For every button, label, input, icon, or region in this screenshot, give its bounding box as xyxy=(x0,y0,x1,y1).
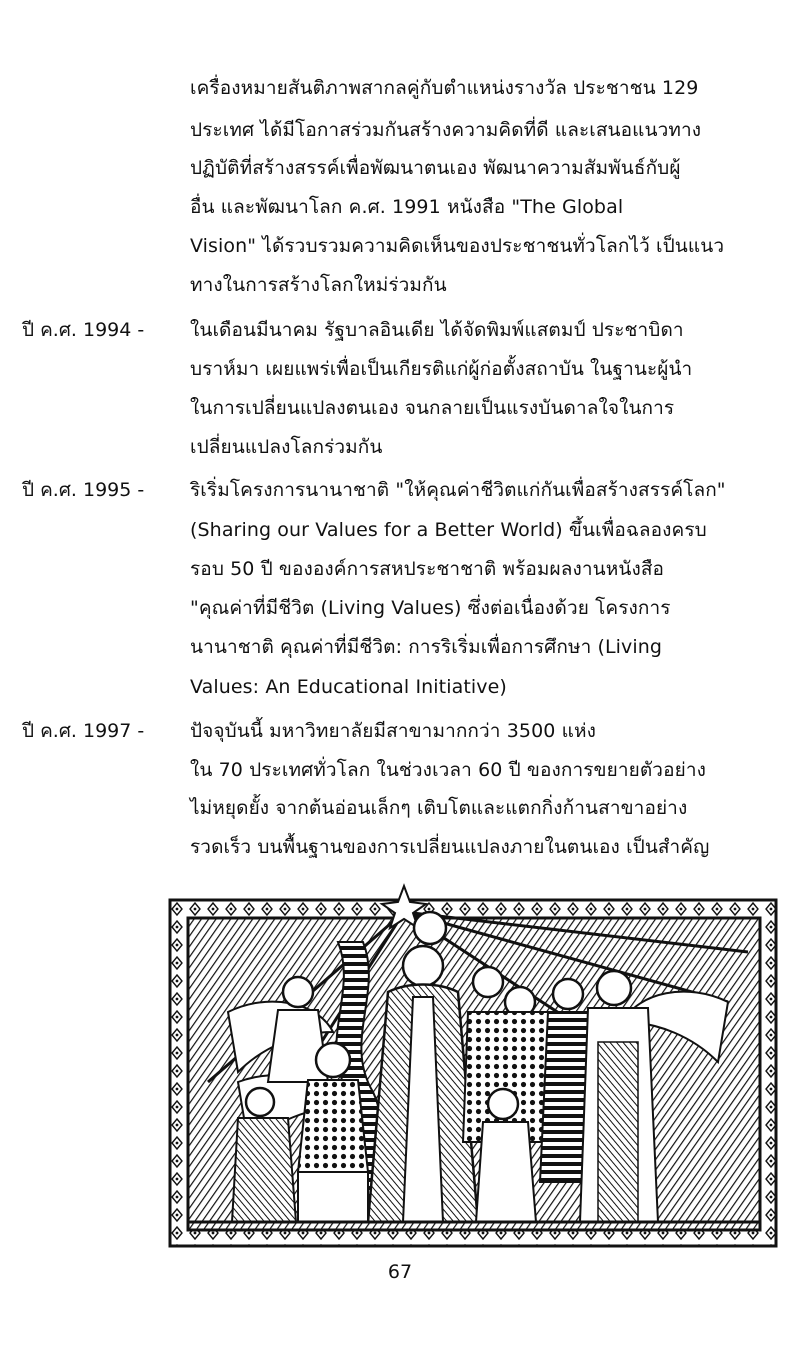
text-line: ในการเปลี่ยนแปลงตนเอง จนกลายเป็นแรงบันดาลใจในการ xyxy=(190,397,675,419)
text-line: ไม่หยุดยั้ง จากต้นอ่อนเล็กๆ เติบโตและแตกกิ่งก้านสาขาอย่าง xyxy=(190,797,688,819)
text-line: เครื่องหมายสันติภาพสากลคู่กับตำแหน่งรางวัล ประชาชน 129 xyxy=(190,77,699,99)
text-line: ปัจจุบันนี้ มหาวิทยาลัยมีสาขามากกว่า 3500 แห่ง xyxy=(190,720,596,742)
text-line: ประเทศ ได้มีโอกาสร่วมกันสร้างความคิดที่ดี และเสนอแนวทาง xyxy=(190,119,702,141)
woodcut-illustration xyxy=(168,882,780,1250)
text-line: อื่น และพัฒนาโลก ค.ศ. 1991 หนังสือ "The Global xyxy=(190,196,624,218)
text-line: Values: An Educational Initiative) xyxy=(190,676,507,698)
text-line: (Sharing our Values for a Better World) ขึ้นเพื่อฉลองครบ xyxy=(190,519,707,541)
text-line: บราห์มา เผยแพร่เพื่อเป็นเกียรติแก่ผู้ก่อตั้งสถาบัน ในฐานะผู้นำ xyxy=(190,358,693,380)
text-line: นานาชาติ คุณค่าที่มีชีวิต: การริเริ่มเพื่อการศึกษา (Living xyxy=(190,636,663,658)
year-label: ปี ค.ศ. 1997 - xyxy=(22,720,145,742)
text-line: "คุณค่าที่มีชีวิต (Living Values) ซึ่งต่อเนื่องด้วย โครงการ xyxy=(190,597,671,619)
text-line: เปลี่ยนแปลงโลกร่วมกัน xyxy=(190,436,383,458)
text-line: ปฏิบัติที่สร้างสรรค์เพื่อพัฒนาตนเอง พัฒนาความสัมพันธ์กับผู้ xyxy=(190,157,681,179)
page-number: 67 xyxy=(387,1261,413,1283)
text-line: Vision" ได้รวบรวมความคิดเห็นของประชาชนทั่วโลกไว้ เป็นแนว xyxy=(190,235,725,257)
text-line: ทางในการสร้างโลกใหม่ร่วมกัน xyxy=(190,274,447,296)
text-line: ในเดือนมีนาคม รัฐบาลอินเดีย ได้จัดพิมพ์แสตมป์ ประชาบิดา xyxy=(190,319,684,341)
text-line: ใน 70 ประเทศทั่วโลก ในช่วงเวลา 60 ปี ของการขยายตัวอย่าง xyxy=(190,759,706,781)
text-line: ริเริ่มโครงการนานาชาติ "ให้คุณค่าชีวิตแก่กันเพื่อสร้างสรรค์โลก" xyxy=(190,479,726,501)
year-label: ปี ค.ศ. 1994 - xyxy=(22,319,145,341)
text-line: รวดเร็ว บนพื้นฐานของการเปลี่ยนแปลงภายในตนเอง เป็นสำคัญ xyxy=(190,836,710,858)
year-label: ปี ค.ศ. 1995 - xyxy=(22,479,145,501)
text-line: รอบ 50 ปี ขององค์การสหประชาชาติ พร้อมผลงานหนังสือ xyxy=(190,558,665,580)
